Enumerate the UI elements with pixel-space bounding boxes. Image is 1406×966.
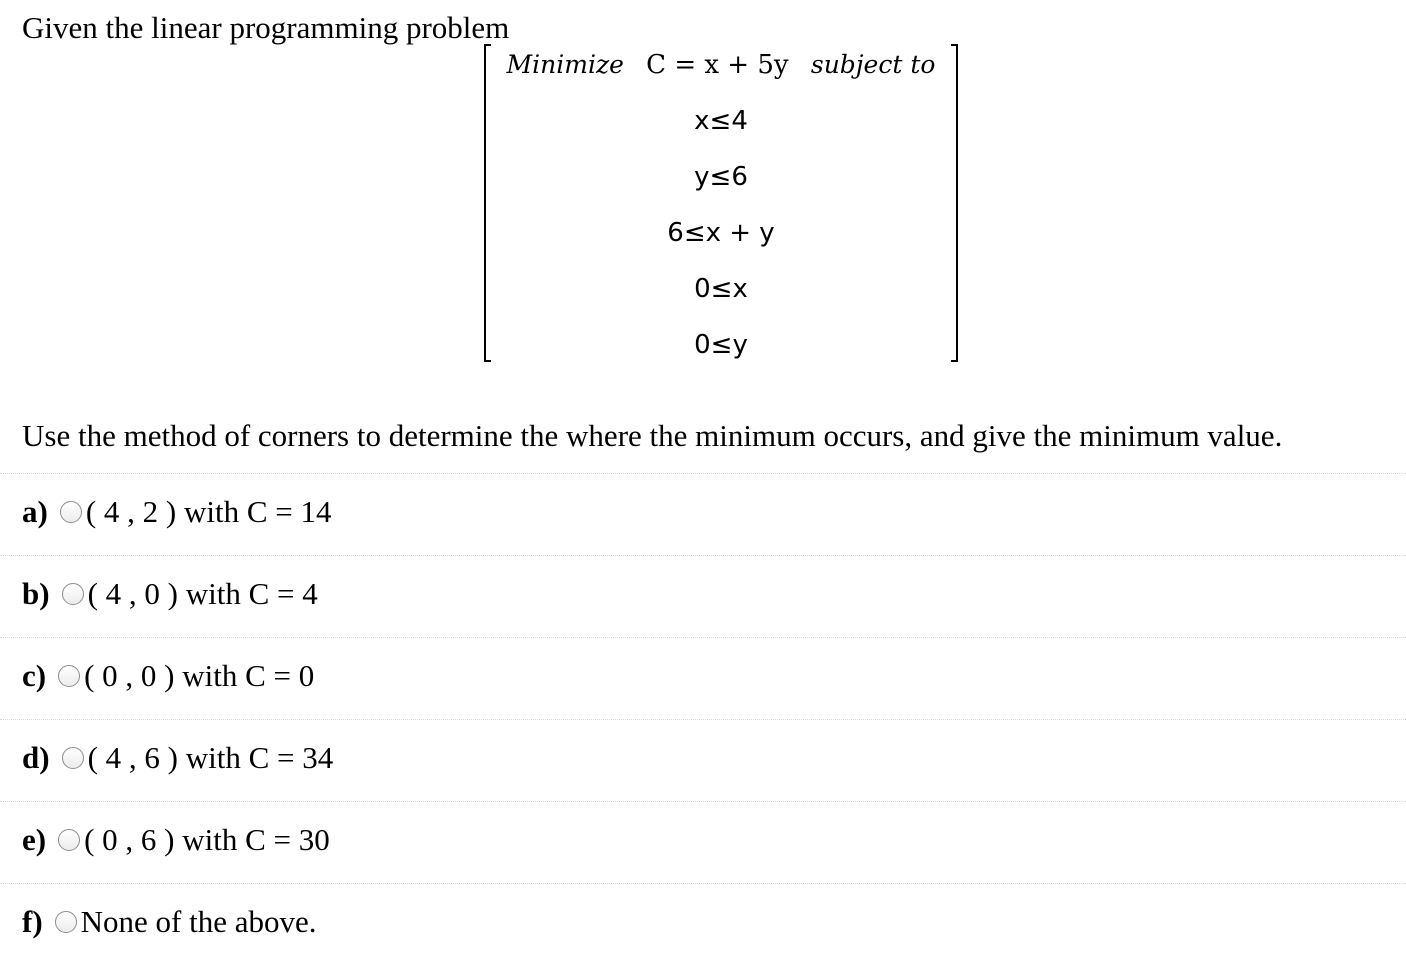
radio-button[interactable] <box>58 665 80 687</box>
question-prompt: Use the method of corners to determine the where the minimum occurs, and give the minimum value. <box>22 418 1283 453</box>
constraint-row: x≤4 <box>694 106 748 136</box>
option-text[interactable]: None of the above. <box>80 904 317 939</box>
radio-button[interactable] <box>62 747 84 769</box>
question-block <box>0 0 1406 474</box>
constraint-row: 0≤y <box>694 330 748 360</box>
question-intro: Given the linear programming problem <box>22 10 510 45</box>
option-text[interactable]: ( 0 , 6 ) with C = 30 <box>84 822 330 857</box>
constraint-row: 6≤x + y <box>667 218 775 248</box>
option-text[interactable]: ( 0 , 0 ) with C = 0 <box>84 658 315 693</box>
radio-button[interactable] <box>60 501 82 523</box>
radio-button[interactable] <box>58 829 80 851</box>
left-bracket <box>484 44 491 362</box>
answer-option-a[interactable] <box>0 474 1406 556</box>
answer-option-b[interactable] <box>0 556 1406 638</box>
right-bracket <box>951 44 958 362</box>
objective-prefix: Minimize <box>506 50 624 79</box>
option-letter: d) <box>22 740 50 775</box>
option-letter: a) <box>22 494 48 529</box>
option-letter: e) <box>22 822 47 857</box>
answer-option-e[interactable] <box>0 802 1406 884</box>
answer-option-c[interactable] <box>0 638 1406 720</box>
option-text[interactable]: ( 4 , 6 ) with C = 34 <box>87 740 334 775</box>
radio-button[interactable] <box>62 583 84 605</box>
answer-option-d[interactable] <box>0 720 1406 802</box>
objective-row <box>484 48 958 82</box>
option-letter: f) <box>22 904 43 939</box>
objective-expression: C = x + 5y <box>646 50 789 80</box>
constraint-row: 0≤x <box>694 274 748 304</box>
objective-suffix: subject to <box>810 50 936 79</box>
radio-button[interactable] <box>55 911 77 933</box>
constraint-row: y≤6 <box>694 162 748 192</box>
option-text[interactable]: ( 4 , 0 ) with C = 4 <box>87 576 318 611</box>
answer-option-f[interactable] <box>0 884 1406 966</box>
option-text[interactable]: ( 4 , 2 ) with C = 14 <box>85 494 332 529</box>
option-letter: c) <box>22 658 47 693</box>
option-letter: b) <box>22 576 50 611</box>
constraint-system <box>484 44 958 364</box>
